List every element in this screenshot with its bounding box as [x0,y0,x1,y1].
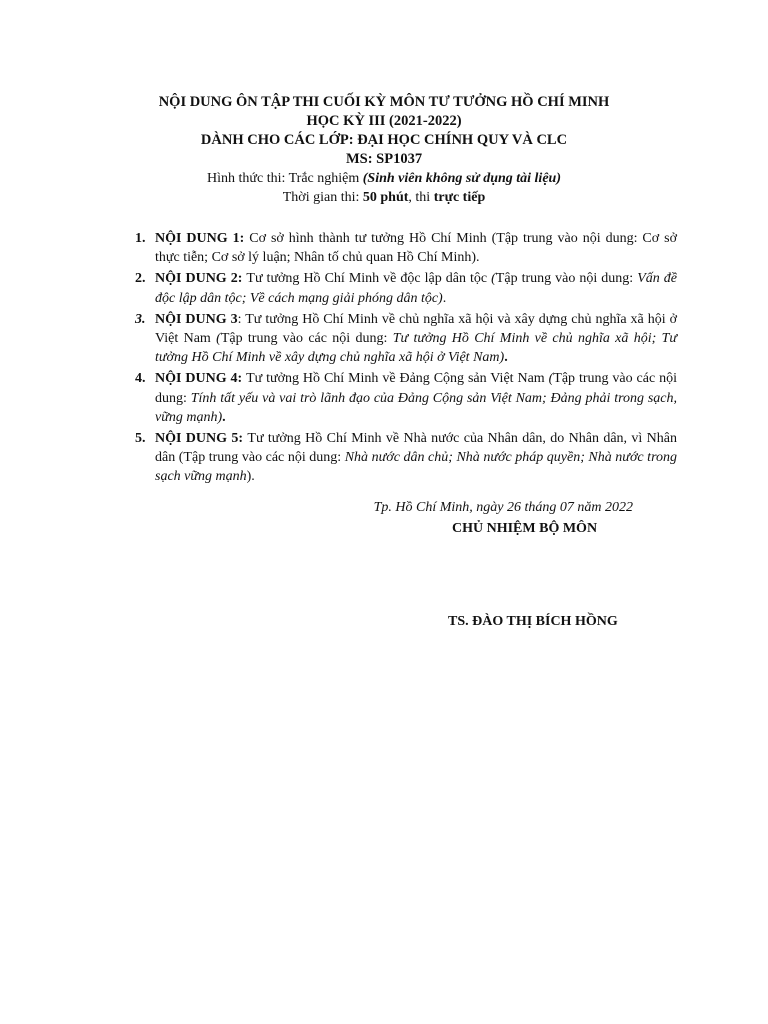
item-number: 1. [135,231,146,246]
item-paren: ( [548,371,554,387]
item-tail: . [504,350,508,366]
exam-format-note: (Sinh viên không sử dụng tài liệu) [362,171,561,186]
signature-title: CHỦ NHIỆM BỘ MÔN [452,521,598,536]
item-focus: Nhà nước dân chủ; Nhà nước pháp quyền; Nhà nước trong sạch vững mạnh [155,450,677,485]
signature-name: TS. ĐÀO THỊ BÍCH HỒNG [448,614,618,629]
exam-format [0,169,768,188]
item-title: NỘI DUNG 1: [155,231,250,246]
content-item-2 [128,269,677,307]
item-text-2: Tập trung vào nội dung: [495,271,638,287]
exam-time-value: 50 phút [362,190,409,205]
item-title: NỘI DUNG 4: [155,371,247,387]
course-code: MS: SP1037 [345,151,423,167]
content-item-3 [128,310,677,368]
document-title: NỘI DUNG ÔN TẬP THI CUỐI KỲ MÔN TƯ TƯỞNG HỒ CHÍ MINH [158,94,610,110]
item-focus: Vấn đề độc lập dân tộc; Về cách mạng giải phóng dân tộc) [155,271,677,306]
exam-format-label: Hình thức thi: Trắc nghiệm [207,171,363,186]
item-text-2: Tập trung vào các nội dung: [220,331,393,347]
item-number: 3. [135,311,146,327]
item-number: 2. [135,271,146,287]
content-item-5 [128,429,677,487]
exam-time-sep: , thi [408,190,434,205]
content-item-4 [128,369,677,427]
item-title: NỘI DUNG 3 [155,311,238,327]
item-text: Tư tưởng Hồ Chí Minh về Nhà nước của Nhân dân, do Nhân dân, vì Nhân dân (Tập trung vào các nội dung: [155,431,677,466]
content-item-1 [128,229,677,267]
item-number: 4. [135,371,146,387]
content-list [128,229,677,489]
document-header [0,93,768,207]
item-title: NỘI DUNG 5: [155,431,248,447]
item-text: Tư tưởng Hồ Chí Minh về Đảng Cộng sản Việt Nam [246,371,549,387]
item-number: 5. [135,431,146,447]
item-text: : Tư tưởng Hồ Chí Minh về chủ nghĩa xã hội và xây dựng chủ nghĩa xã hội ở Việt Nam [155,311,677,347]
semester: HỌC KỲ III (2021-2022) [306,113,462,129]
item-text-2: Tập trung vào các nội dung: [155,371,677,406]
item-tail: . [222,409,226,425]
item-title: NỘI DUNG 2: [155,271,247,287]
item-text: Tư tưởng Hồ Chí Minh về độc lập dân tộc [246,271,492,287]
exam-time-label: Thời gian thi: [282,190,363,205]
item-tail: ). [246,469,255,485]
item-paren: ( [216,331,221,347]
item-text: Cơ sở hình thành tư tưởng Hồ Chí Minh (Tập trung vào nội dung: Cơ sở thực tiễn; Cơ sở lý luận; Nhân tố chủ quan Hồ Chí Minh). [155,231,677,266]
item-paren: ( [491,271,496,287]
signature-place-date: Tp. Hồ Chí Minh, ngày 26 tháng 07 năm 2022 [373,500,633,515]
exam-time-mode: trực tiếp [433,190,486,205]
item-focus: Tư tưởng Hồ Chí Minh về chủ nghĩa xã hội; Tư tưởng Hồ Chí Minh về xây dựng chủ nghĩa xã hội ở Việt Nam) [155,331,678,366]
target-classes: DÀNH CHO CÁC LỚP: ĐẠI HỌC CHÍNH QUY VÀ CLC [200,132,568,148]
exam-time [0,188,768,207]
item-tail: . [442,290,447,306]
item-focus: Tính tất yếu và vai trò lãnh đạo của Đảng Cộng sản Việt Nam; Đảng phải trong sạch, vững mạnh) [155,390,678,425]
